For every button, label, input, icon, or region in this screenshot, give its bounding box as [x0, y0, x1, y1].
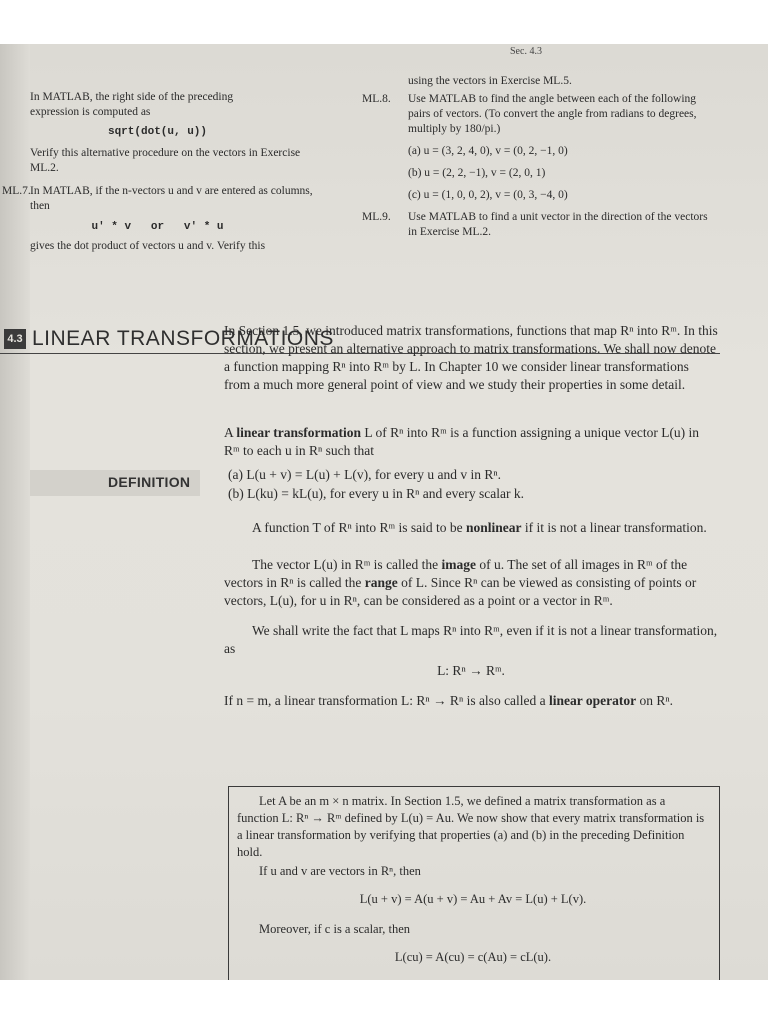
matlab-intro: In MATLAB, the right side of the preceding expression is computed as	[30, 91, 234, 118]
range-term: range	[364, 575, 398, 590]
box-equation-2: L(cu) = A(cu) = c(Au) = cL(u).	[394, 950, 552, 964]
definition-item-a: (a) L(u + v) = L(u) + L(v), for every u and v in Rⁿ.	[228, 467, 502, 482]
image-term: image	[441, 557, 477, 572]
nonlinear-term: nonlinear	[465, 520, 522, 535]
book-page	[0, 44, 768, 980]
nonlinear-paragraph	[224, 519, 718, 537]
ml8-item-a: (a) u = (3, 2, 4, 0), v = (0, 2, −1, 0)	[408, 145, 568, 157]
bottom-margin	[0, 980, 768, 1024]
nonlinear-text-b: if it is not a linear transformation.	[524, 520, 707, 535]
ml9-label: ML.9.	[362, 211, 391, 223]
box-paragraph-2: If u and v are vectors in Rⁿ, then	[259, 864, 421, 878]
box-equation-1: L(u + v) = A(u + v) = Au + Av = L(u) + L(v).	[359, 892, 587, 906]
ml7-label: ML.7.	[2, 185, 31, 197]
definition-label: DEFINITION	[108, 474, 191, 490]
ml8-label: ML.8.	[362, 93, 391, 105]
section-number: 4.3	[4, 329, 26, 349]
nonlinear-text-a: A function T of Rⁿ into Rᵐ is said to be	[252, 520, 463, 535]
box-paragraph-3: Moreover, if c is a scalar, then	[259, 922, 411, 936]
section-intro: In Section 1.5, we introduced matrix transformations, functions that map Rⁿ into Rᵐ. In this section, we present an alternative approach to matrix transformations. We shall now denote a function mapping Rⁿ into Rᵐ by L. In Chapter 10 we consider linear transformations from a much more general point of view and we study their properties in some detail.	[224, 323, 718, 392]
matlab-code: sqrt(dot(u, u))	[107, 126, 208, 138]
maps-formula: L: Rⁿ → Rᵐ.	[437, 663, 505, 678]
image-range-paragraph	[224, 556, 718, 610]
section-title: LINEAR TRANSFORMATIONS	[32, 327, 334, 350]
image-text-b: of u. The set of all images in Rᵐ of the vectors in Rⁿ is called the	[224, 557, 688, 590]
definition-text-b: L of Rⁿ into Rᵐ is a function assigning a unique vector L(u) in Rᵐ to each u in Rⁿ such that	[224, 425, 700, 458]
maps-paragraph: We shall write the fact that L maps Rⁿ into Rᵐ, even if it is not a linear transformation, as	[224, 623, 718, 656]
ml7-text: In MATLAB, if the n-vectors u and v are entered as columns, then	[30, 185, 313, 212]
operator-text-b: on Rⁿ.	[639, 693, 674, 708]
ml9-text: Use MATLAB to find a unit vector in the direction of the vectors in Exercise ML.2.	[408, 211, 708, 238]
definition-text-a: A	[224, 425, 234, 440]
running-head: Sec. 4.3	[510, 46, 542, 57]
definition-text	[224, 424, 718, 460]
ml7-after: gives the dot product of vectors u and v. Verify this	[30, 240, 266, 252]
verify-text: Verify this alternative procedure on the vectors in Exercise ML.2.	[30, 147, 301, 174]
ml8-text: Use MATLAB to find the angle between each of the following pairs of vectors. (To convert the angle from radians to degrees, multiply by 180/pi.)	[408, 93, 697, 135]
image-text-a: The vector L(u) in Rᵐ is called the	[252, 557, 439, 572]
image-text-c: of L. Since Rⁿ can be viewed as consisting of points or vectors, L(u), for u in Rⁿ, can be considered as a point or a vector in Rᵐ.	[224, 575, 697, 608]
ml7-code: u' * v or v' * u	[91, 221, 224, 233]
definition-item-b: (b) L(ku) = kL(u), for every u in Rⁿ and every scalar k.	[228, 486, 525, 501]
ml8-item-b: (b) u = (2, 2, −1), v = (2, 0, 1)	[408, 167, 546, 179]
operator-text-a: If n = m, a linear transformation L: Rⁿ → Rⁿ is also called a	[224, 693, 546, 708]
top-margin	[0, 0, 768, 44]
linear-operator-term: linear operator	[549, 693, 637, 708]
ml8-item-c: (c) u = (1, 0, 0, 2), v = (0, 3, −4, 0)	[408, 189, 568, 201]
linear-transformation-term: linear transformation	[236, 425, 362, 440]
operator-paragraph	[224, 692, 718, 710]
continuation-line: using the vectors in Exercise ML.5.	[408, 75, 572, 87]
box-paragraph-1: Let A be an m × n matrix. In Section 1.5, we defined a matrix transformation as a function L: Rⁿ → Rᵐ defined by L(u) = Au. We now show that every matrix transformation is a linear transformation by verifying that properties (a) and (b) in the preceding Definition hold.	[237, 794, 705, 859]
matrix-transformation-box	[228, 786, 720, 1010]
